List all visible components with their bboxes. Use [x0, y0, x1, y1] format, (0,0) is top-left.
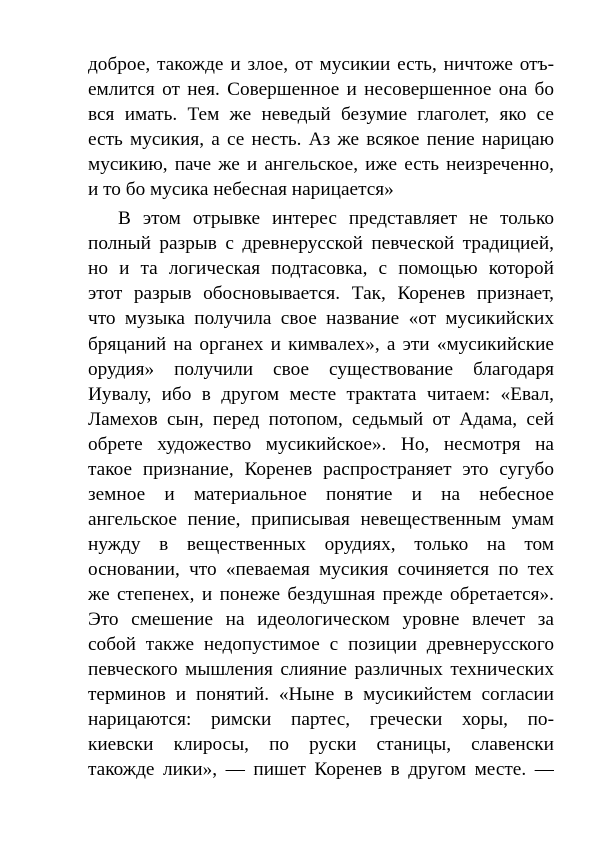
text-line: собой также недопустимое с позиции древнерусского [88, 634, 554, 656]
quote-paragraph [88, 52, 554, 202]
text-line: и то бо мусика небесная нарицается» [88, 179, 394, 201]
text-line: же степенех, и понеже бездушная прежде обретается». [88, 583, 554, 605]
text-line: земное и материальное понятие и на небесное [88, 483, 554, 505]
text-line: В этом отрывке интерес представляет не только [118, 208, 554, 230]
text-line: полный разрыв с древнерусской певческой традицией, [88, 233, 554, 255]
text-line: такожде лики», — пишет Коренев в другом месте. — [88, 759, 554, 781]
text-line: терминов и понятий. «Ныне в мусикийстем согласии [88, 684, 554, 706]
analysis-paragraph [88, 206, 554, 782]
text-line: мусикию, паче же и ангельское, иже есть неизреченно, [88, 154, 554, 176]
text-line: что музыка получила свое название «от мусикийских [88, 308, 554, 330]
text-line: доброе, такожде и злое, от мусикии есть, ничтоже отъ- [88, 54, 554, 75]
text-line: такое признание, Коренев распространяет это сугубо [88, 458, 554, 480]
text-line: ангельское пение, приписывая невещественным умам [88, 508, 554, 530]
text-line: емлится от нея. Совершенное и несовершенное она бо [88, 79, 554, 101]
text-line: бряцаний на органех и кимвалех», а эти «мусикийские [88, 333, 554, 355]
text-line: орудия» получили свое существование благодаря [88, 358, 554, 380]
text-line: Иувалу, ибо в другом месте трактата читаем: «Евал, [88, 383, 554, 405]
text-line: есть мусикия, а се несть. Аз же всякое пение нарицаю [88, 129, 554, 151]
text-line: киевски клиросы, по руски станицы, славенски [88, 734, 554, 756]
text-line: обрете художество мусикийское». Но, несмотря на [88, 433, 554, 455]
text-line: вся имать. Тем же неведый безумие глаголет, яко се [88, 104, 554, 126]
text-line: нужду в вещественных орудиях, только на том [88, 533, 554, 555]
text-line: Это смешение на идеологическом уровне влечет за [88, 609, 554, 631]
text-line: но и та логическая подтасовка, с помощью которой [88, 258, 554, 280]
text-line: этот разрыв обосновывается. Так, Коренев признает, [88, 283, 554, 305]
text-line: основании, что «певаемая мусикия сочиняется по тех [88, 558, 554, 580]
text-line: нарицаются: римски партес, гречески хоры, по- [88, 709, 554, 731]
text-line: певческого мышления слияние различных технических [88, 659, 554, 681]
text-line: Ламехов сын, перед потопом, седьмый от Адама, сей [88, 408, 554, 430]
body-text [88, 52, 554, 782]
